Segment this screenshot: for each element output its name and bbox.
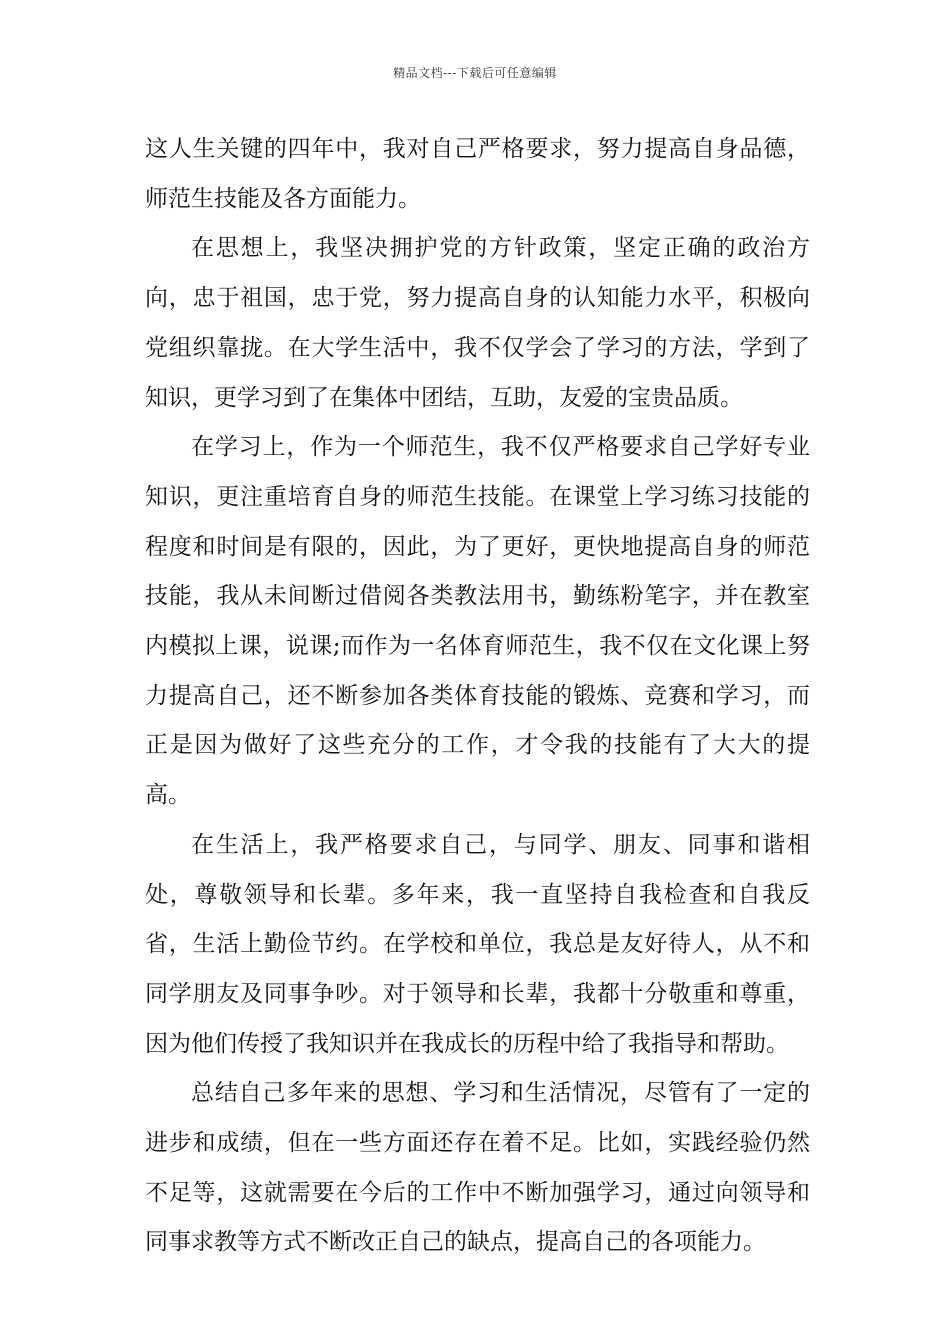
header-note: 精品文档---下载后可任意编辑 xyxy=(393,66,557,80)
paragraph-thought: 在思想上，我坚决拥护党的方针政策，坚定正确的政治方向，忠于祖国，忠于党，努力提高自身的认知能力水平，积极向党组织靠拢。在大学生活中，我不仅学会了学习的方法，学到了知识，更学习到了在集体中团结，互助，友爱的宝贵品质。 xyxy=(145,235,810,411)
paragraph-study: 在学习上，作为一个师范生，我不仅严格要求自己学好专业知识，更注重培育自身的师范生技能。在课堂上学习练习技能的程度和时间是有限的，因此，为了更好，更快地提高自身的师范技能，我从未间断过借阅各类教法用书，勤练粉笔字，并在教室内模拟上课，说课;而作为一名体育师范生，我不仅在文化课上努力提高自己，还不断参加各类体育技能的锻炼、竞赛和学习，而正是因为做好了这些充分的工作，才令我的技能有了大大的提高。 xyxy=(145,434,810,809)
document-body xyxy=(145,125,810,1268)
paragraph-life: 在生活上，我严格要求自己，与同学、朋友、同事和谐相处，尊敬领导和长辈。多年来，我一直坚持自我检查和自我反省，生活上勤俭节约。在学校和单位，我总是友好待人，从不和同学朋友及同事争吵。对于领导和长辈，我都十分敬重和尊重，因为他们传授了我知识并在我成长的历程中给了我指导和帮助。 xyxy=(145,831,810,1057)
paragraph-continuation: 这人生关键的四年中，我对自己严格要求，努力提高自身品德，师范生技能及各方面能力。 xyxy=(145,136,810,212)
paragraph-summary: 总结自己多年来的思想、学习和生活情况，尽管有了一定的进步和成绩，但在一些方面还存在着不足。比如，实践经验仍然不足等，这就需要在今后的工作中不断加强学习，通过向领导和同事求教等方式不断改正自己的缺点，提高自己的各项能力。 xyxy=(145,1080,810,1256)
